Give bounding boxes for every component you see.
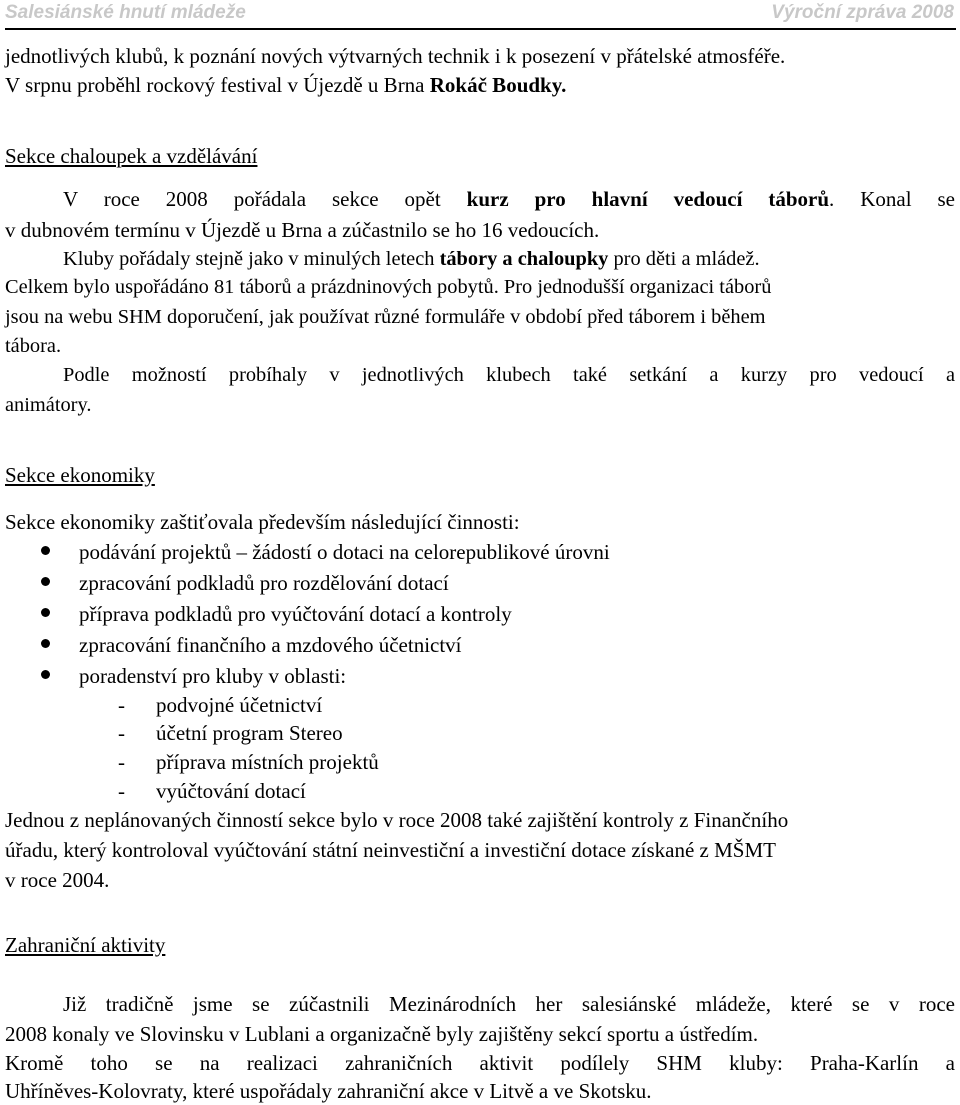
section-heading-zahranici: Zahraniční aktivity [5,933,166,957]
dash-marker: - [118,693,125,717]
bullet-icon [41,546,50,555]
bullet-icon [41,670,50,679]
chaloupky-p1-line-1: V roce 2008 pořádala sekce opět kurz pro hlavní vedoucí táborů. Konal se [63,187,955,211]
ekonomika-outro-line-3: v roce 2004. [5,868,110,892]
bullet-icon [41,639,50,648]
chaloupky-p2-line-1: Kluby pořádaly stejně jako v minulých letech tábory a chaloupky pro děti a mládež. [63,248,760,270]
ekonomika-outro-line-1: Jednou z neplánovaných činností sekce bylo v roce 2008 také zajištění kontroly z Finančního [5,808,789,832]
header-report-title: Výroční zpráva 2008 [771,2,954,23]
intro-line-2: V srpnu proběhl rockový festival v Újezdě u Brna Rokáč Boudky. [5,73,567,97]
ekonomika-bullet-4: zpracování finančního a mzdového účetnictví [79,633,462,657]
section-heading-ekonomika: Sekce ekonomiky [5,463,155,487]
dash-marker: - [118,779,125,803]
ekonomika-subitem-4: vyúčtování dotací [156,779,306,803]
ekonomika-intro: Sekce ekonomiky zaštiťovala především následující činnosti: [5,510,520,534]
chaloupky-p2-line-2: Celkem bylo uspořádáno 81 táborů a prázdninových pobytů. Pro jednodušší organizaci táborů [5,276,772,298]
header-organization: Salesiánské hnutí mládeže [5,2,246,23]
ekonomika-subitem-2: účetní program Stereo [156,721,343,745]
section-heading-chaloupky: Sekce chaloupek a vzdělávání [5,144,258,168]
bullet-icon [41,608,50,617]
zahranici-line-1: Již tradičně jsme se zúčastnili Mezinárodních her salesiánské mládeže, které se v roce [63,992,955,1016]
festival-name: Rokáč Boudky. [429,73,567,97]
zahranici-line-3: Kromě toho se na realizaci zahraničních aktivit podílely SHM kluby: Praha-Karlín a [5,1051,955,1075]
ekonomika-subitem-3: příprava místních projektů [156,750,379,774]
chaloupky-p3-line-2: animátory. [5,394,92,416]
ekonomika-bullet-5: poradenství pro kluby v oblasti: [79,664,347,688]
bullet-icon [41,577,50,586]
running-header [5,0,956,30]
dash-marker: - [118,750,125,774]
ekonomika-bullet-1: podávání projektů – žádostí o dotaci na celorepublikové úrovni [79,540,610,564]
ekonomika-subitem-1: podvojné účetnictví [156,693,323,717]
ekonomika-outro-line-2: úřadu, který kontroloval vyúčtování státní neinvestiční a investiční dotace získané z MŠMT [5,838,776,862]
chaloupky-p1-line-2: v dubnovém termínu v Újezdě u Brna a zúčastnilo se ho 16 vedoucích. [5,218,600,242]
zahranici-line-4: Uhříněves-Kolovraty, které uspořádaly zahraniční akce v Litvě a ve Skotsku. [5,1079,652,1103]
dash-marker: - [118,721,125,745]
ekonomika-bullet-3: příprava podkladů pro vyúčtování dotací a kontroly [79,602,512,626]
ekonomika-bullet-2: zpracování podkladů pro rozdělování dotací [79,571,449,595]
intro-line-1: jednotlivých klubů, k poznání nových výtvarných technik i k posezení v přátelské atmosféře. [5,44,786,68]
chaloupky-p2-line-3: jsou na webu SHM doporučení, jak používat různé formuláře v období před táborem i během [5,306,766,328]
zahranici-line-2: 2008 konaly ve Slovinsku v Lublani a organizačně byly zajištěny sekcí sportu a ústředím. [5,1022,759,1046]
chaloupky-p3-line-1: Podle možností probíhaly v jednotlivých klubech také setkání a kurzy pro vedoucí a [63,364,955,386]
chaloupky-p2-line-4: tábora. [5,335,62,357]
